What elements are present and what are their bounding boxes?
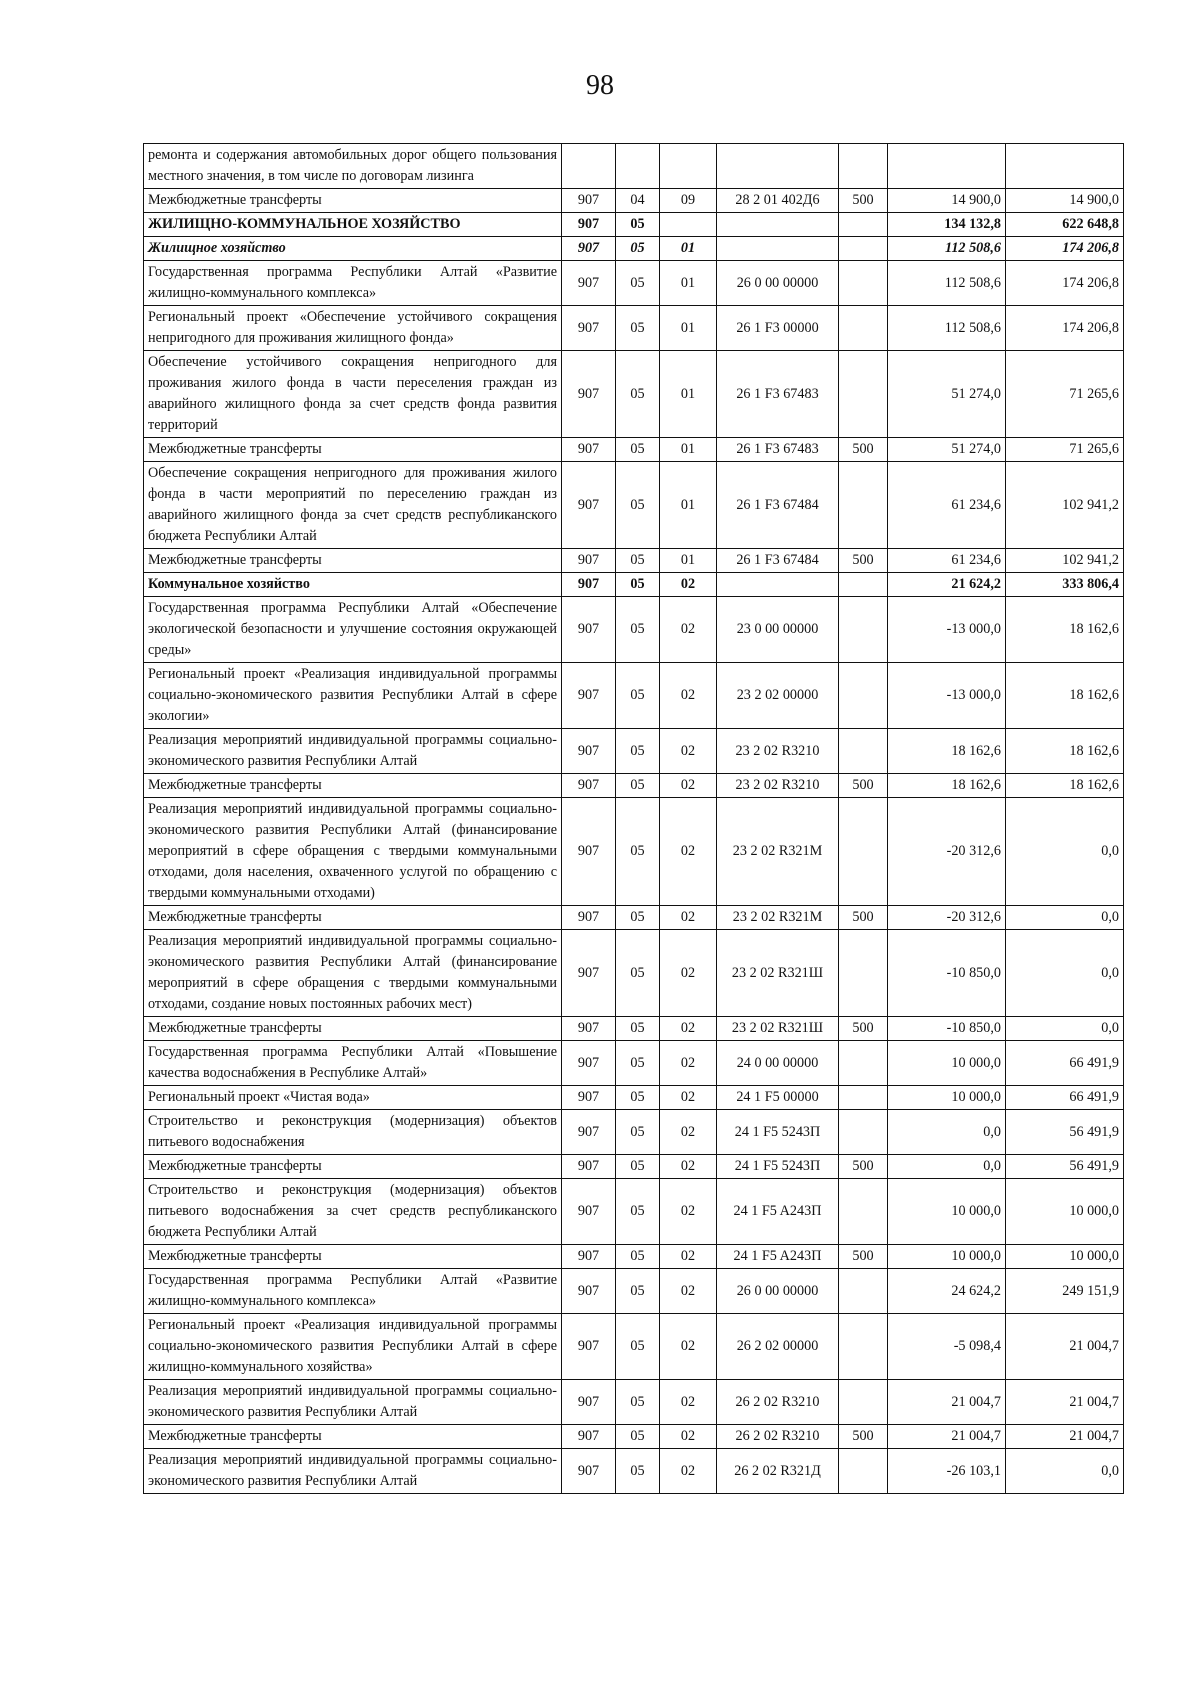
expense-type-cell [839, 1269, 888, 1314]
row-name-cell: Обеспечение устойчивого сокращения непригодного для проживания жилого фонда в части переселения граждан из аварийного жилищного фонда за счет средств фонда развития территорий [144, 351, 562, 438]
table-row [144, 597, 1124, 663]
row-name-cell: Реализация мероприятий индивидуальной программы социально-экономического развития Республики Алтай [144, 1380, 562, 1425]
amount-year1-cell: 0,0 [888, 1110, 1006, 1155]
amount-year1-cell: -13 000,0 [888, 597, 1006, 663]
section-code-cell: 05 [616, 729, 660, 774]
section-code-cell: 05 [616, 774, 660, 798]
section-code-cell: 05 [616, 1110, 660, 1155]
subsection-code-cell: 02 [660, 1269, 717, 1314]
row-name-cell: Реализация мероприятий индивидуальной программы социально-экономического развития Республики Алтай (финансирование мероприятий в сфере обращения с твердыми коммунальными отходами, доля населения, охваченного услугой по обращению с твердыми коммунальными отходами) [144, 798, 562, 906]
expense-type-cell [839, 573, 888, 597]
amount-year1-cell: 112 508,6 [888, 237, 1006, 261]
subsection-code-cell: 02 [660, 597, 717, 663]
row-name-cell: Жилищное хозяйство [144, 237, 562, 261]
amount-year2-cell: 10 000,0 [1006, 1245, 1124, 1269]
section-code-cell: 05 [616, 1245, 660, 1269]
subsection-code-cell: 01 [660, 351, 717, 438]
ministry-code-cell: 907 [562, 1449, 616, 1494]
section-code-cell: 05 [616, 1041, 660, 1086]
amount-year2-cell: 0,0 [1006, 798, 1124, 906]
amount-year1-cell: 0,0 [888, 1155, 1006, 1179]
row-name-cell: Региональный проект «Обеспечение устойчивого сокращения непригодного для проживания жилищного фонда» [144, 306, 562, 351]
target-article-cell: 26 1 F3 67484 [717, 549, 839, 573]
row-name-cell: Межбюджетные трансферты [144, 1425, 562, 1449]
ministry-code-cell: 907 [562, 1041, 616, 1086]
table-row [144, 1017, 1124, 1041]
ministry-code-cell: 907 [562, 597, 616, 663]
ministry-code-cell: 907 [562, 438, 616, 462]
target-article-cell [717, 213, 839, 237]
ministry-code-cell: 907 [562, 462, 616, 549]
section-code-cell: 05 [616, 663, 660, 729]
subsection-code-cell: 02 [660, 930, 717, 1017]
subsection-code-cell: 02 [660, 774, 717, 798]
expense-type-cell [839, 663, 888, 729]
amount-year2-cell: 0,0 [1006, 906, 1124, 930]
amount-year2-cell: 102 941,2 [1006, 462, 1124, 549]
amount-year2-cell: 71 265,6 [1006, 438, 1124, 462]
target-article-cell: 26 0 00 00000 [717, 261, 839, 306]
target-article-cell: 26 2 02 R321Д [717, 1449, 839, 1494]
row-name-cell: Реализация мероприятий индивидуальной программы социально-экономического развития Республики Алтай (финансирование мероприятий в сфере обращения с твердыми коммунальными отходами, создание новых постоянных рабочих мест) [144, 930, 562, 1017]
target-article-cell: 26 2 02 00000 [717, 1314, 839, 1380]
row-name-cell: Обеспечение сокращения непригодного для проживания жилого фонда в части мероприятий по переселению граждан из аварийного жилищного фонда за счет средств республиканского бюджета Республики Алтай [144, 462, 562, 549]
table-row [144, 663, 1124, 729]
expense-type-cell: 500 [839, 1155, 888, 1179]
amount-year1-cell: 21 004,7 [888, 1380, 1006, 1425]
amount-year1-cell: -5 098,4 [888, 1314, 1006, 1380]
section-code-cell: 05 [616, 549, 660, 573]
expense-type-cell: 500 [839, 774, 888, 798]
amount-year2-cell: 66 491,9 [1006, 1041, 1124, 1086]
ministry-code-cell: 907 [562, 1425, 616, 1449]
subsection-code-cell: 01 [660, 237, 717, 261]
amount-year2-cell: 333 806,4 [1006, 573, 1124, 597]
row-name-cell: Государственная программа Республики Алтай «Развитие жилищно-коммунального комплекса» [144, 1269, 562, 1314]
amount-year2-cell: 56 491,9 [1006, 1155, 1124, 1179]
expense-type-cell [839, 144, 888, 189]
table-row [144, 189, 1124, 213]
section-code-cell: 05 [616, 930, 660, 1017]
row-name-cell: Межбюджетные трансферты [144, 1245, 562, 1269]
amount-year1-cell: 21 624,2 [888, 573, 1006, 597]
amount-year1-cell: 10 000,0 [888, 1179, 1006, 1245]
subsection-code-cell: 02 [660, 1086, 717, 1110]
target-article-cell: 24 1 F5 5243П [717, 1110, 839, 1155]
table-row [144, 1449, 1124, 1494]
target-article-cell: 26 1 F3 00000 [717, 306, 839, 351]
amount-year1-cell: 61 234,6 [888, 462, 1006, 549]
amount-year1-cell: 18 162,6 [888, 774, 1006, 798]
amount-year2-cell: 102 941,2 [1006, 549, 1124, 573]
table-row [144, 1380, 1124, 1425]
section-code-cell: 05 [616, 438, 660, 462]
table-row [144, 1155, 1124, 1179]
amount-year2-cell: 14 900,0 [1006, 189, 1124, 213]
section-code-cell: 04 [616, 189, 660, 213]
target-article-cell: 23 0 00 00000 [717, 597, 839, 663]
ministry-code-cell: 907 [562, 1017, 616, 1041]
amount-year2-cell: 21 004,7 [1006, 1380, 1124, 1425]
table-row [144, 729, 1124, 774]
row-name-cell: Региональный проект «Чистая вода» [144, 1086, 562, 1110]
expense-type-cell [839, 261, 888, 306]
amount-year2-cell: 66 491,9 [1006, 1086, 1124, 1110]
row-name-cell: Региональный проект «Реализация индивидуальной программы социально-экономического развития Республики Алтай в сфере жилищно-коммунального хозяйства» [144, 1314, 562, 1380]
subsection-code-cell: 02 [660, 798, 717, 906]
subsection-code-cell: 02 [660, 663, 717, 729]
section-code-cell: 05 [616, 351, 660, 438]
section-code-cell: 05 [616, 573, 660, 597]
table-row [144, 1179, 1124, 1245]
row-name-cell: Государственная программа Республики Алтай «Развитие жилищно-коммунального комплекса» [144, 261, 562, 306]
table-row [144, 213, 1124, 237]
budget-table [143, 143, 1124, 1494]
amount-year2-cell: 18 162,6 [1006, 774, 1124, 798]
amount-year1-cell: 21 004,7 [888, 1425, 1006, 1449]
table-row [144, 930, 1124, 1017]
amount-year2-cell: 174 206,8 [1006, 306, 1124, 351]
target-article-cell: 26 1 F3 67483 [717, 351, 839, 438]
amount-year1-cell: -26 103,1 [888, 1449, 1006, 1494]
amount-year1-cell: 14 900,0 [888, 189, 1006, 213]
table-row [144, 261, 1124, 306]
amount-year2-cell: 71 265,6 [1006, 351, 1124, 438]
amount-year1-cell: 10 000,0 [888, 1245, 1006, 1269]
amount-year1-cell: 61 234,6 [888, 549, 1006, 573]
target-article-cell: 23 2 02 R3210 [717, 774, 839, 798]
budget-table-body [144, 144, 1124, 1494]
expense-type-cell: 500 [839, 1245, 888, 1269]
expense-type-cell [839, 351, 888, 438]
target-article-cell: 23 2 02 R321M [717, 906, 839, 930]
ministry-code-cell: 907 [562, 663, 616, 729]
subsection-code-cell: 02 [660, 1041, 717, 1086]
table-row [144, 573, 1124, 597]
row-name-cell: Межбюджетные трансферты [144, 438, 562, 462]
subsection-code-cell: 01 [660, 306, 717, 351]
ministry-code-cell: 907 [562, 729, 616, 774]
table-row [144, 774, 1124, 798]
amount-year1-cell: -10 850,0 [888, 930, 1006, 1017]
row-name-cell: Государственная программа Республики Алтай «Повышение качества водоснабжения в Республике Алтай» [144, 1041, 562, 1086]
row-name-cell: Строительство и реконструкция (модернизация) объектов питьевого водоснабжения за счет средств республиканского бюджета Республики Алтай [144, 1179, 562, 1245]
expense-type-cell [839, 237, 888, 261]
table-row [144, 1041, 1124, 1086]
section-code-cell: 05 [616, 213, 660, 237]
target-article-cell: 26 2 02 R3210 [717, 1425, 839, 1449]
target-article-cell [717, 573, 839, 597]
section-code-cell: 05 [616, 261, 660, 306]
amount-year2-cell: 18 162,6 [1006, 729, 1124, 774]
subsection-code-cell: 02 [660, 1110, 717, 1155]
ministry-code-cell: 907 [562, 213, 616, 237]
amount-year2-cell: 174 206,8 [1006, 261, 1124, 306]
subsection-code-cell: 02 [660, 1449, 717, 1494]
amount-year1-cell: 134 132,8 [888, 213, 1006, 237]
target-article-cell [717, 237, 839, 261]
target-article-cell: 23 2 02 R321Ш [717, 930, 839, 1017]
ministry-code-cell: 907 [562, 1110, 616, 1155]
row-name-cell: Реализация мероприятий индивидуальной программы социально-экономического развития Республики Алтай [144, 1449, 562, 1494]
expense-type-cell: 500 [839, 906, 888, 930]
row-name-cell: ЖИЛИЩНО-КОММУНАЛЬНОЕ ХОЗЯЙСТВО [144, 213, 562, 237]
ministry-code-cell: 907 [562, 1245, 616, 1269]
section-code-cell: 05 [616, 597, 660, 663]
expense-type-cell [839, 1041, 888, 1086]
expense-type-cell [839, 1449, 888, 1494]
target-article-cell: 23 2 02 00000 [717, 663, 839, 729]
row-name-cell: Реализация мероприятий индивидуальной программы социально-экономического развития Республики Алтай [144, 729, 562, 774]
amount-year2-cell: 18 162,6 [1006, 663, 1124, 729]
amount-year1-cell: 10 000,0 [888, 1086, 1006, 1110]
row-name-cell: Строительство и реконструкция (модернизация) объектов питьевого водоснабжения [144, 1110, 562, 1155]
table-row [144, 549, 1124, 573]
expense-type-cell [839, 462, 888, 549]
subsection-code-cell: 02 [660, 1017, 717, 1041]
table-row [144, 1245, 1124, 1269]
amount-year2-cell: 622 648,8 [1006, 213, 1124, 237]
expense-type-cell [839, 306, 888, 351]
section-code-cell: 05 [616, 237, 660, 261]
amount-year2-cell: 249 151,9 [1006, 1269, 1124, 1314]
target-article-cell: 28 2 01 402Д6 [717, 189, 839, 213]
subsection-code-cell [660, 144, 717, 189]
table-row [144, 351, 1124, 438]
subsection-code-cell: 01 [660, 438, 717, 462]
expense-type-cell [839, 1380, 888, 1425]
target-article-cell: 26 2 02 R3210 [717, 1380, 839, 1425]
amount-year1-cell: 10 000,0 [888, 1041, 1006, 1086]
ministry-code-cell: 907 [562, 1269, 616, 1314]
subsection-code-cell: 09 [660, 189, 717, 213]
expense-type-cell [839, 930, 888, 1017]
row-name-cell: Межбюджетные трансферты [144, 1017, 562, 1041]
ministry-code-cell: 907 [562, 549, 616, 573]
target-article-cell [717, 144, 839, 189]
ministry-code-cell: 907 [562, 351, 616, 438]
row-name-cell: Межбюджетные трансферты [144, 774, 562, 798]
expense-type-cell: 500 [839, 1425, 888, 1449]
subsection-code-cell: 02 [660, 1155, 717, 1179]
subsection-code-cell: 02 [660, 1314, 717, 1380]
amount-year2-cell: 21 004,7 [1006, 1314, 1124, 1380]
amount-year2-cell: 174 206,8 [1006, 237, 1124, 261]
row-name-cell: Межбюджетные трансферты [144, 189, 562, 213]
amount-year1-cell: 51 274,0 [888, 438, 1006, 462]
ministry-code-cell: 907 [562, 573, 616, 597]
target-article-cell: 24 1 F5 A243П [717, 1245, 839, 1269]
section-code-cell: 05 [616, 1425, 660, 1449]
expense-type-cell [839, 1086, 888, 1110]
ministry-code-cell: 907 [562, 1380, 616, 1425]
section-code-cell: 05 [616, 1449, 660, 1494]
section-code-cell: 05 [616, 1155, 660, 1179]
amount-year2-cell [1006, 144, 1124, 189]
table-row [144, 144, 1124, 189]
expense-type-cell [839, 729, 888, 774]
amount-year1-cell: 18 162,6 [888, 729, 1006, 774]
row-name-cell: Межбюджетные трансферты [144, 906, 562, 930]
section-code-cell: 05 [616, 1017, 660, 1041]
subsection-code-cell: 02 [660, 1380, 717, 1425]
expense-type-cell: 500 [839, 438, 888, 462]
subsection-code-cell: 01 [660, 261, 717, 306]
page-number: 98 [586, 70, 614, 101]
section-code-cell: 05 [616, 1086, 660, 1110]
subsection-code-cell: 02 [660, 1245, 717, 1269]
expense-type-cell [839, 1110, 888, 1155]
expense-type-cell [839, 597, 888, 663]
amount-year2-cell: 21 004,7 [1006, 1425, 1124, 1449]
section-code-cell [616, 144, 660, 189]
amount-year1-cell: 112 508,6 [888, 261, 1006, 306]
ministry-code-cell: 907 [562, 1086, 616, 1110]
ministry-code-cell: 907 [562, 906, 616, 930]
target-article-cell: 26 1 F3 67483 [717, 438, 839, 462]
expense-type-cell [839, 798, 888, 906]
section-code-cell: 05 [616, 462, 660, 549]
amount-year2-cell: 56 491,9 [1006, 1110, 1124, 1155]
amount-year1-cell [888, 144, 1006, 189]
row-name-cell: Региональный проект «Реализация индивидуальной программы социально-экономического развития Республики Алтай в сфере экологии» [144, 663, 562, 729]
target-article-cell: 26 0 00 00000 [717, 1269, 839, 1314]
amount-year1-cell: -20 312,6 [888, 798, 1006, 906]
subsection-code-cell: 02 [660, 573, 717, 597]
amount-year2-cell: 0,0 [1006, 1449, 1124, 1494]
target-article-cell: 24 0 00 00000 [717, 1041, 839, 1086]
amount-year2-cell: 10 000,0 [1006, 1179, 1124, 1245]
ministry-code-cell: 907 [562, 306, 616, 351]
ministry-code-cell [562, 144, 616, 189]
section-code-cell: 05 [616, 798, 660, 906]
expense-type-cell [839, 1179, 888, 1245]
expense-type-cell: 500 [839, 1017, 888, 1041]
target-article-cell: 24 1 F5 5243П [717, 1155, 839, 1179]
section-code-cell: 05 [616, 306, 660, 351]
target-article-cell: 26 1 F3 67484 [717, 462, 839, 549]
amount-year2-cell: 0,0 [1006, 930, 1124, 1017]
ministry-code-cell: 907 [562, 1314, 616, 1380]
amount-year1-cell: -13 000,0 [888, 663, 1006, 729]
amount-year1-cell: 24 624,2 [888, 1269, 1006, 1314]
table-row [144, 906, 1124, 930]
table-row [144, 462, 1124, 549]
table-row [144, 1110, 1124, 1155]
table-row [144, 1314, 1124, 1380]
target-article-cell: 23 2 02 R3210 [717, 729, 839, 774]
ministry-code-cell: 907 [562, 798, 616, 906]
table-row [144, 798, 1124, 906]
target-article-cell: 23 2 02 R321Ш [717, 1017, 839, 1041]
amount-year1-cell: 112 508,6 [888, 306, 1006, 351]
ministry-code-cell: 907 [562, 1179, 616, 1245]
row-name-cell: Межбюджетные трансферты [144, 549, 562, 573]
section-code-cell: 05 [616, 1269, 660, 1314]
amount-year2-cell: 18 162,6 [1006, 597, 1124, 663]
ministry-code-cell: 907 [562, 1155, 616, 1179]
amount-year1-cell: -10 850,0 [888, 1017, 1006, 1041]
table-row [144, 1425, 1124, 1449]
subsection-code-cell: 02 [660, 1425, 717, 1449]
ministry-code-cell: 907 [562, 261, 616, 306]
expense-type-cell: 500 [839, 189, 888, 213]
ministry-code-cell: 907 [562, 237, 616, 261]
row-name-cell: Коммунальное хозяйство [144, 573, 562, 597]
section-code-cell: 05 [616, 906, 660, 930]
section-code-cell: 05 [616, 1179, 660, 1245]
expense-type-cell [839, 213, 888, 237]
row-name-cell: Межбюджетные трансферты [144, 1155, 562, 1179]
row-name-cell: ремонта и содержания автомобильных дорог общего пользования местного значения, в том числе по договорам лизинга [144, 144, 562, 189]
section-code-cell: 05 [616, 1380, 660, 1425]
subsection-code-cell: 01 [660, 462, 717, 549]
subsection-code-cell: 01 [660, 549, 717, 573]
subsection-code-cell: 02 [660, 1179, 717, 1245]
row-name-cell: Государственная программа Республики Алтай «Обеспечение экологической безопасности и улучшение состояния окружающей среды» [144, 597, 562, 663]
target-article-cell: 23 2 02 R321M [717, 798, 839, 906]
ministry-code-cell: 907 [562, 774, 616, 798]
table-row [144, 1269, 1124, 1314]
expense-type-cell [839, 1314, 888, 1380]
subsection-code-cell: 02 [660, 906, 717, 930]
subsection-code-cell: 02 [660, 729, 717, 774]
subsection-code-cell [660, 213, 717, 237]
ministry-code-cell: 907 [562, 930, 616, 1017]
table-row [144, 1086, 1124, 1110]
target-article-cell: 24 1 F5 00000 [717, 1086, 839, 1110]
section-code-cell: 05 [616, 1314, 660, 1380]
table-row [144, 306, 1124, 351]
ministry-code-cell: 907 [562, 189, 616, 213]
amount-year1-cell: 51 274,0 [888, 351, 1006, 438]
amount-year1-cell: -20 312,6 [888, 906, 1006, 930]
target-article-cell: 24 1 F5 A243П [717, 1179, 839, 1245]
expense-type-cell: 500 [839, 549, 888, 573]
table-row [144, 237, 1124, 261]
amount-year2-cell: 0,0 [1006, 1017, 1124, 1041]
table-row [144, 438, 1124, 462]
